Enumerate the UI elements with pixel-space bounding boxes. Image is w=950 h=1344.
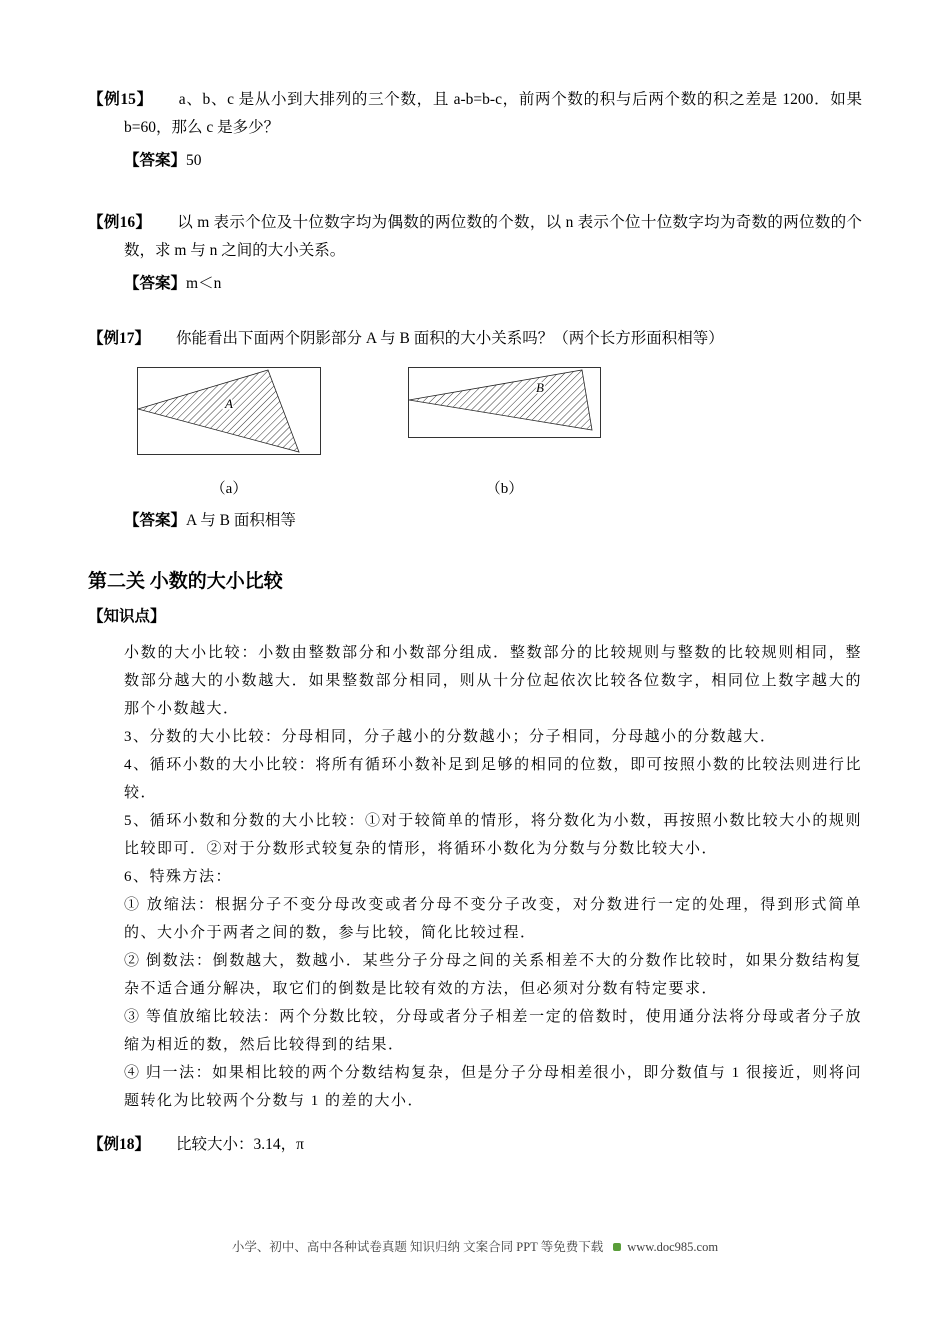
knowledge-paragraph: ① 放缩法：根据分子不变分母改变或者分母不变分子改变，对分数进行一定的处理，得到形式简单的、大小介于两者之间的数，参与比较，简化比较过程． <box>124 897 862 941</box>
section-title: 第二关 小数的大小比较 <box>88 571 283 592</box>
shaded-triangle-b <box>409 370 592 430</box>
example-18-text <box>88 1131 862 1159</box>
shaded-triangle-a <box>138 370 299 452</box>
knowledge-paragraph: ③ 等值放缩比较法：两个分数比较，分母或者分子相差一定的倍数时，使用通分法将分母或者分子放缩为相近的数，然后比较得到的结果． <box>124 1009 862 1053</box>
example-16-label: 【例16】 <box>88 214 152 231</box>
example-17-label: 【例17】 <box>88 330 151 347</box>
shade-label-b: B <box>536 380 544 395</box>
figure-b <box>408 367 601 499</box>
example-15-text <box>88 86 862 142</box>
answer-value: 50 <box>186 152 202 169</box>
example-18 <box>88 1131 862 1159</box>
knowledge-paragraph: ④ 归一法：如果相比较的两个分数结构复杂，但是分子分母相差很小，即分数值与 1 很接近，则将问题转化为比较两个分数与 1 的差的大小． <box>124 1065 862 1109</box>
knowledge-paragraph: 小数的大小比较：小数由整数部分和小数部分组成．整数部分的比较规则与整数的比较规则相同，整数部分越大的小数越大．如果整数部分相同，则从十分位起依次比较各位数字，相同位上数字越大的那个小数越大． <box>124 645 862 717</box>
answer-label: 【答案】 <box>124 512 187 529</box>
example-17-text <box>88 325 862 353</box>
answer-label: 【答案】 <box>124 275 187 292</box>
example-16-answer <box>124 270 862 298</box>
example-16-body: 以 m 表示个位及十位数字均为偶数的两位数的个数，以 n 表示个位十位数字均为奇数的两位数的个数，求 m 与 n 之间的大小关系。 <box>124 214 862 259</box>
knowledge-paragraph: 4、循环小数的大小比较：将所有循环小数补足到足够的相同的位数，即可按照小数的比较法则进行比较． <box>124 757 862 801</box>
answer-label: 【答案】 <box>124 152 187 169</box>
example-16 <box>88 209 862 298</box>
knowledge-points-label: 【知识点】 <box>88 608 166 625</box>
example-17 <box>88 325 862 535</box>
figure-row <box>137 367 862 499</box>
figure-b-caption: （b） <box>485 481 524 497</box>
rectangle-a-drawing <box>137 367 321 455</box>
knowledge-points <box>124 639 862 1115</box>
footer-text: 小学、初中、高中各种试卷真题 知识归纳 文案合同 PPT 等免费下载 <box>231 1240 604 1254</box>
knowledge-paragraph: 3、分数的大小比较：分母相同，分子越小的分数越小；分子相同，分母越小的分数越大． <box>124 729 777 745</box>
answer-value: A 与 B 面积相等 <box>186 512 296 529</box>
answer-value: m＜n <box>186 275 222 292</box>
shade-label-a: A <box>225 396 233 411</box>
example-15-answer <box>124 147 862 175</box>
footer-url: www.doc985.com <box>627 1240 719 1254</box>
example-16-text <box>88 209 862 265</box>
example-17-body: 你能看出下面两个阴影部分 A 与 B 面积的大小关系吗？（两个长方形面积相等） <box>176 330 724 347</box>
example-18-body: 比较大小：3.14，π <box>176 1136 304 1153</box>
figure-a-caption: （a） <box>210 481 248 497</box>
example-15 <box>88 86 862 175</box>
knowledge-paragraph: 6、特殊方法： <box>124 869 233 885</box>
example-18-label: 【例18】 <box>88 1136 151 1153</box>
page-footer <box>0 1238 950 1256</box>
example-15-body: a、b、c 是从小到大排列的三个数，且 a-b=b-c，前两个数的积与后两个数的积之差是 1200．如果 b=60，那么 c 是多少？ <box>124 91 862 136</box>
knowledge-paragraph: ② 倒数法：倒数越大，数越小．某些分子分母之间的关系相差不大的分数作比较时，如果分数结构复杂不适合通分解决，取它们的倒数是比较有效的方法，但必须对分数有特定要求． <box>124 953 862 997</box>
site-logo-icon <box>613 1243 621 1251</box>
rectangle-b-drawing <box>408 367 601 438</box>
example-15-label: 【例15】 <box>88 91 153 108</box>
knowledge-paragraph: 5、循环小数和分数的大小比较：①对于较简单的情形，将分数化为小数，再按照小数比较大小的规则比较即可．②对于分数形式较复杂的情形，将循环小数化为分数与分数比较大小． <box>124 813 862 857</box>
example-17-answer <box>124 507 862 535</box>
figure-a <box>137 367 321 499</box>
